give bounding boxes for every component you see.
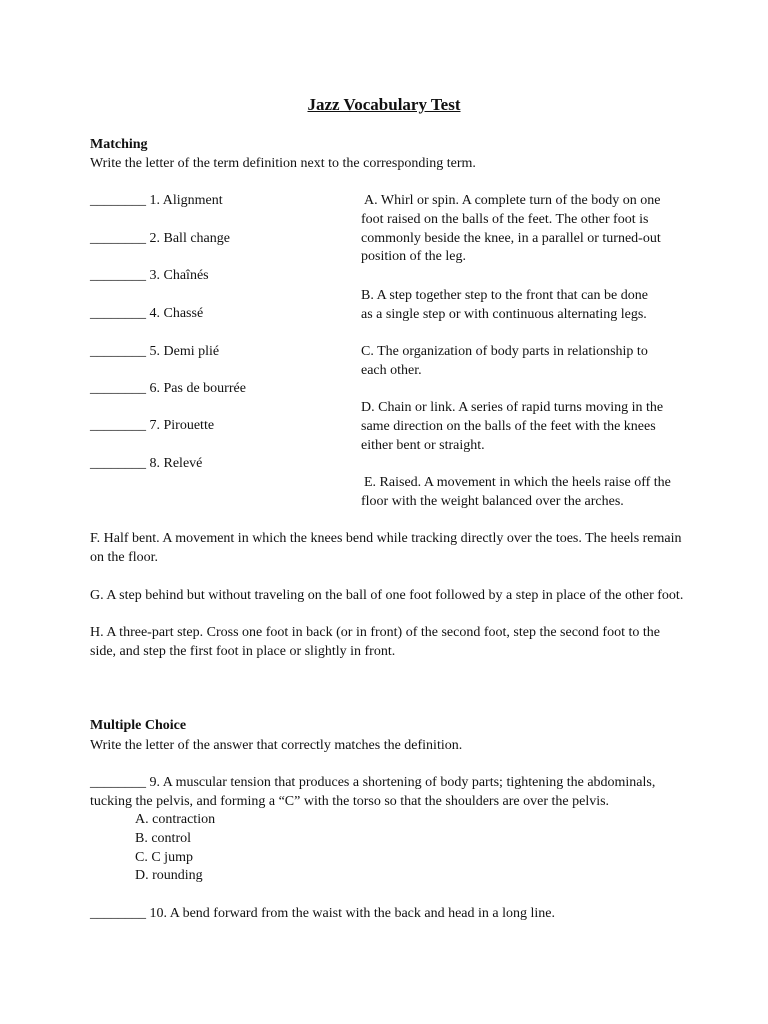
multiple-choice-heading: Multiple Choice xyxy=(90,718,187,733)
definition-item: D. Chain or link. A series of rapid turns moving in the same direction on the balls of the feet with the knees either bent or straight. xyxy=(361,400,664,453)
definition-item: F. Half bent. A movement in which the knees bend while tracking directly over the toes. The heels remain on the floor. xyxy=(90,531,682,565)
answer-blank: ________ xyxy=(90,231,146,246)
term-label: 4. Chassé xyxy=(149,306,204,321)
term-label: 6. Pas de bourrée xyxy=(149,381,246,396)
term-label: 2. Ball change xyxy=(149,231,230,246)
definition-item: H. A three-part step. Cross one foot in back (or in front) of the second foot, step the second foot to the side, and step the first foot in place or slightly in front. xyxy=(90,625,660,659)
answer-blank: ________ xyxy=(90,268,146,283)
term-item xyxy=(90,192,350,211)
answer-option: B. control xyxy=(135,831,191,846)
definition-item: A. Whirl or spin. A complete turn of the body on one foot raised on the balls of the feet. The other foot is commonly beside the knee, in a parallel or turned-out position of the leg. xyxy=(361,193,661,265)
answer-blank: ________ xyxy=(90,306,146,321)
definition-item: G. A step behind but without traveling on the ball of one foot followed by a step in place of the other foot. xyxy=(90,588,684,603)
question-text: 9. A muscular tension that produces a shortening of body parts; tightening the abdominals, tucking the pelvis, and forming a “C” with the torso so that the shoulders are over the pelvis. xyxy=(90,775,656,809)
answer-blank: ________ xyxy=(90,381,146,396)
term-label: 7. Pirouette xyxy=(149,418,215,433)
answer-option: D. rounding xyxy=(135,868,203,883)
answer-blank: ________ xyxy=(90,906,146,921)
term-item xyxy=(90,417,350,436)
answer-blank: ________ xyxy=(90,775,146,790)
term-item xyxy=(90,230,350,249)
term-label: 8. Relevé xyxy=(149,456,203,471)
term-item xyxy=(90,380,350,399)
term-label: 3. Chaînés xyxy=(149,268,209,283)
answer-blank: ________ xyxy=(90,193,146,208)
term-label: 5. Demi plié xyxy=(149,344,220,359)
term-item xyxy=(90,343,350,362)
matching-instructions: Write the letter of the term definition next to the corresponding term. xyxy=(90,156,476,171)
question-item xyxy=(90,905,690,924)
matching-heading: Matching xyxy=(90,137,148,152)
term-item xyxy=(90,455,350,474)
term-item xyxy=(90,305,350,324)
answer-blank: ________ xyxy=(90,344,146,359)
term-label: 1. Alignment xyxy=(149,193,223,208)
multiple-choice-instructions: Write the letter of the answer that correctly matches the definition. xyxy=(90,738,463,753)
answer-option: C. C jump xyxy=(135,850,193,865)
question-text: 10. A bend forward from the waist with the back and head in a long line. xyxy=(149,906,556,921)
answer-blank: ________ xyxy=(90,456,146,471)
page-title: Jazz Vocabulary Test xyxy=(307,95,461,114)
question-item xyxy=(90,774,670,812)
answer-blank: ________ xyxy=(90,418,146,433)
definition-item: B. A step together step to the front that can be done as a single step or with continuous alternating legs. xyxy=(361,288,648,322)
definition-item: E. Raised. A movement in which the heels raise off the floor with the weight balanced over the arches. xyxy=(361,475,671,509)
definition-item: C. The organization of body parts in relationship to each other. xyxy=(361,344,648,378)
term-item xyxy=(90,267,350,286)
answer-option: A. contraction xyxy=(135,812,216,827)
